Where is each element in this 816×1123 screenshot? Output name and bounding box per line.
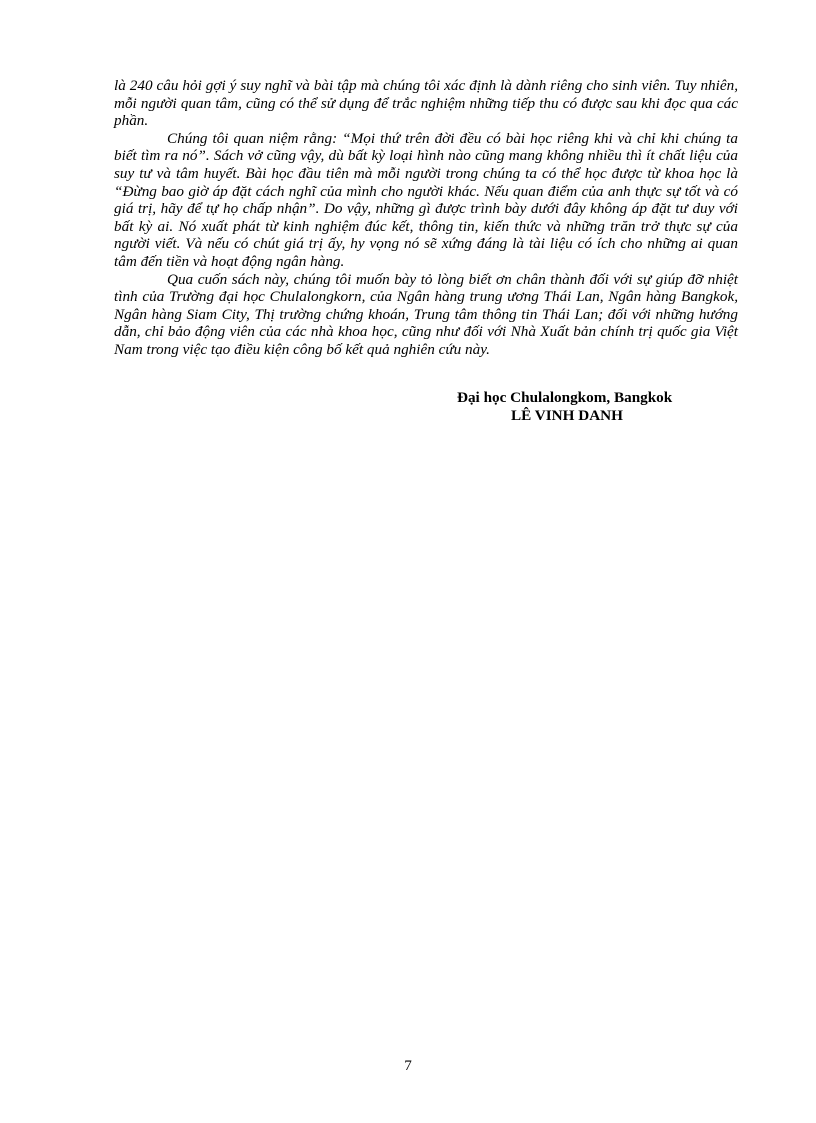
paragraph: là 240 câu hỏi gợi ý suy nghĩ và bài tập mà chúng tôi xác định là dành riêng cho sinh viên. Tuy nhiên, mỗi người quan tâm, cũng có thể sử dụng để trắc nghiệm những tiếp thu có được sau khi đọc qua các phần. (114, 77, 738, 130)
signature-institution: Đại học Chulalongkom, Bangkok (457, 389, 673, 406)
paragraph: Qua cuốn sách này, chúng tôi muốn bày tỏ lòng biết ơn chân thành đối với sự giúp đỡ nhiệt tình của Trường đại học Chulalongkorn, của Ngân hàng trung ương Thái Lan, Ngân hàng Bangkok, Ngân hàng Siam City, Thị trường chứng khoán, Trung tâm thông tin Thái Lan; đối với những hướng dẫn, chỉ bảo động viên của các nhà khoa học, cũng như đối với Nhà Xuất bản chính trị quốc gia Việt Nam trong việc tạo điều kiện công bố kết quả nghiên cứu này. (114, 270, 738, 358)
signature-author: LÊ VINH DANH (511, 406, 623, 424)
body-text (114, 77, 738, 359)
page-number: 7 (404, 1057, 412, 1074)
paragraph: Chúng tôi quan niệm rằng: “Mọi thứ trên đời đều có bài học riêng khi và chỉ khi chúng ta biết tìm ra nó”. Sách vở cũng vậy, dù bất kỳ loại hình nào cũng mang không nhiều thì ít chất liệu của suy tư và tâm huyết. Bài học đầu tiên mà mỗi người trong chúng ta có thể học được từ khoa học là “Đừng bao giờ áp đặt cách nghĩ của mình cho người khác. Nếu quan điểm của anh thực sự tốt và có giá trị, hãy để tự họ chấp nhận”. Do vậy, những gì được trình bày dưới đây không áp đặt tư duy với bất kỳ ai. Nó xuất phát từ kinh nghiệm đúc kết, thông tin, kiến thức và những trăn trở thực sự của người viết. Và nếu có chút giá trị ấy, hy vọng nó sẽ xứng đáng là tài liệu có ích cho những ai quan tâm đến tiền và hoạt động ngân hàng. (114, 129, 738, 270)
signature-block (400, 389, 740, 424)
